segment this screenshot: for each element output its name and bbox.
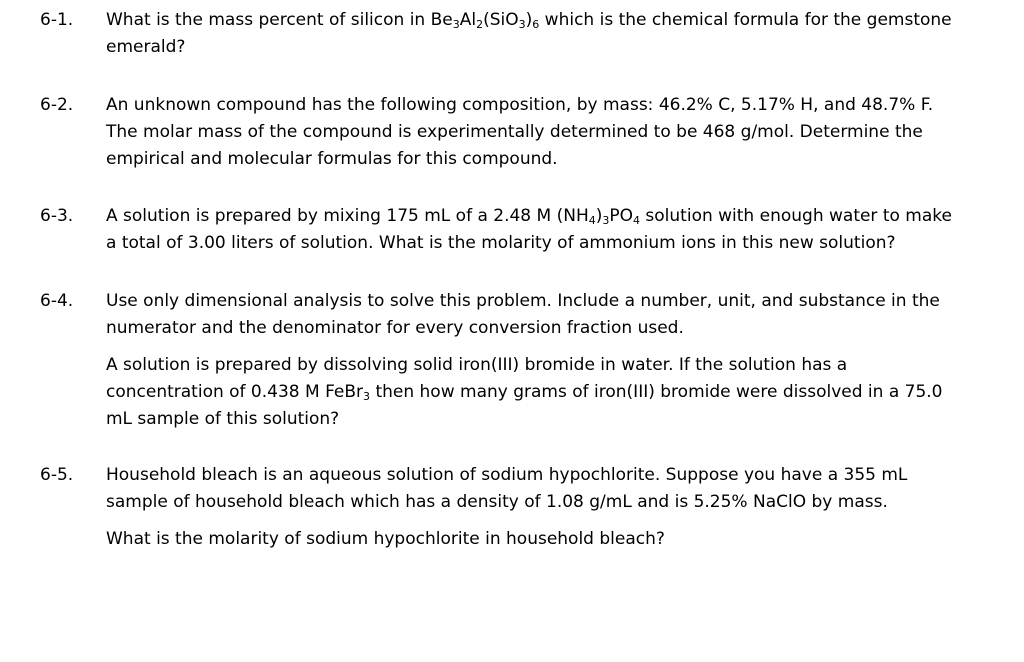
problem-number: 6-1. [40,10,74,30]
problem-line: A solution is prepared by dissolving solid iron(III) bromide in water. If the solution has a [106,355,848,375]
problem-line: An unknown compound has the following composition, by mass: 46.2% C, 5.17% H, and 48.7% F. [106,95,934,115]
problem-number: 6-4. [40,291,74,311]
problem-line: What is the mass percent of silicon in $Be_3Al_2(SiO_3)_6$ which is the chemical formula for the gemstone [106,10,952,31]
problem-text [106,92,1006,173]
problem-line: concentration of 0.438 M FeBr$_3$ then how many grams of iron(III) bromide were dissolved in a 75.0 [106,382,943,403]
problem-line: Household bleach is an aqueous solution of sodium hypochlorite. Suppose you have a 355 mL [106,465,908,485]
problem-line: numerator and the denominator for every conversion fraction used. [106,318,684,338]
problem-line: mL sample of this solution? [106,409,340,429]
problem-text [106,462,1006,553]
problem-line: What is the molarity of sodium hypochlorite in household bleach? [106,529,665,549]
problem-line: A solution is prepared by mixing 175 mL of a 2.48 M $(NH_4)_3PO_4$ solution with enough water to make [106,206,952,227]
problem-line: The molar mass of the compound is experimentally determined to be 468 g/mol. Determine the [106,122,923,142]
problem-number: 6-5. [40,465,74,485]
problem-line: emerald? [106,37,186,57]
problem-line: sample of household bleach which has a density of 1.08 g/mL and is 5.25% NaClO by mass. [106,492,888,512]
problem-number: 6-3. [40,206,74,226]
problem-line: a total of 3.00 liters of solution. What is the molarity of ammonium ions in this new solution? [106,233,896,253]
problem-text [106,7,1006,61]
problem-line: empirical and molecular formulas for this compound. [106,149,558,169]
problem-number: 6-2. [40,95,74,115]
problem-text [106,288,1006,433]
problem-line: Use only dimensional analysis to solve this problem. Include a number, unit, and substance in the [106,291,940,311]
problem-text [106,203,1006,257]
